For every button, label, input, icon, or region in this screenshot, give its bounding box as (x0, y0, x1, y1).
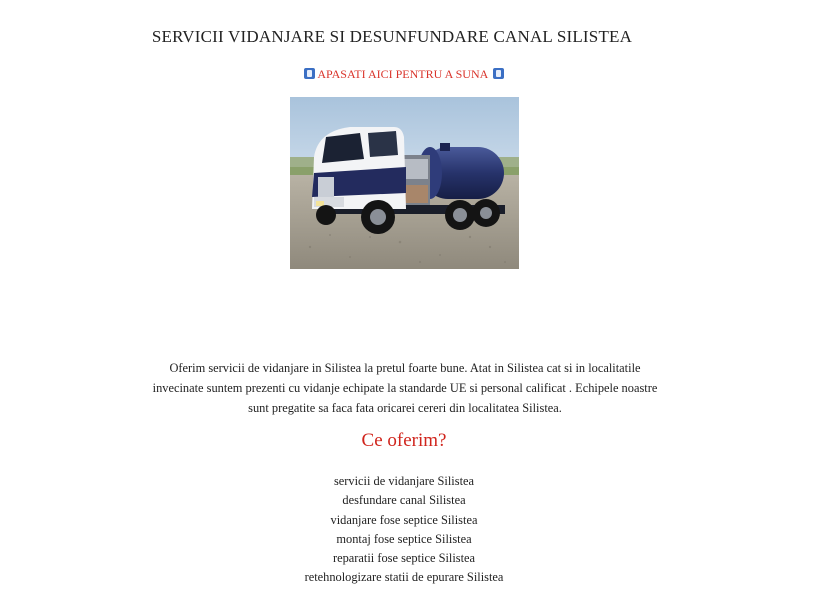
list-item: vidanjare fose septice Silistea (330, 512, 478, 527)
truck-photo (290, 97, 519, 269)
list-item: reparatii fose septice Silistea (332, 551, 476, 566)
list-item: montaj fose septice Silistea (336, 531, 472, 546)
page-title: SERVICII VIDANJARE SI DESUNFUNDARE CANAL SILISTEA (151, 27, 633, 46)
list-item: retehnologizare statii de epurare Silistea (304, 570, 504, 585)
call-link-label: APASATI AICI PENTRU A SUNA (317, 67, 488, 81)
list-item: servicii de vidanjare Silistea (333, 474, 475, 488)
offers-list (0, 472, 808, 588)
list-item: desfundare canal Silistea (342, 493, 466, 508)
call-link[interactable] (0, 67, 808, 82)
phone-icon (304, 68, 315, 79)
offers-heading: Ce oferim? (361, 430, 447, 451)
intro-paragraph: Oferim servicii de vidanjare in Silistea la pretul foarte bune. Atat in Silistea cat si in localitatile invecinate suntem prezenti cu vidanje echipate la standarde UE si personal calificat . Echipele noastre sunt pregatite sa faca fata oricarei cereri din localitatea Silistea. (152, 361, 658, 415)
phone-icon (493, 68, 504, 79)
